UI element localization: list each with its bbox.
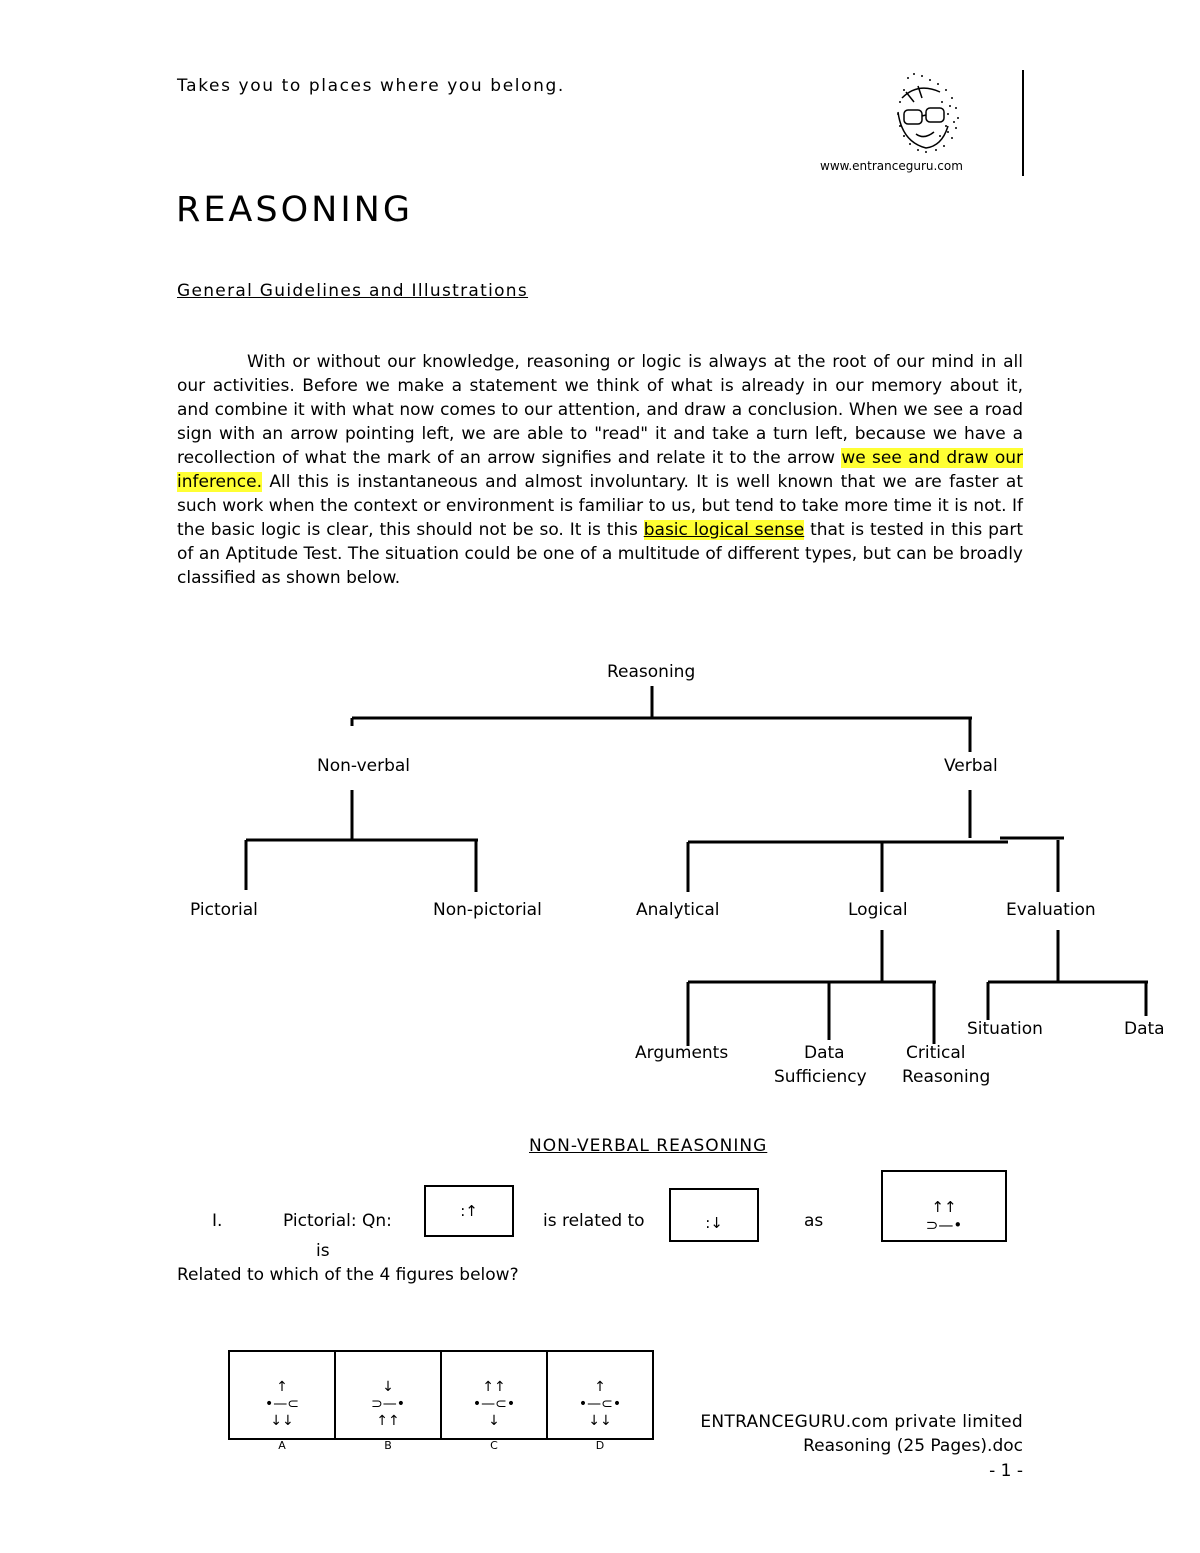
node-verbal: Verbal: [944, 756, 998, 776]
option-c-bottom: ↓: [488, 1413, 500, 1429]
node-reasoning: Reasoning: [607, 662, 696, 682]
figure-box-3-bottom: ⊃—•: [925, 1216, 963, 1234]
option-d-top: ↑: [594, 1379, 606, 1395]
question-label: Pictorial: Qn:: [283, 1211, 392, 1231]
node-pictorial: Pictorial: [190, 900, 258, 920]
option-b-top: ↓: [382, 1379, 394, 1395]
option-a-mid: •—⊂: [265, 1396, 299, 1412]
option-d-mid: •—⊂•: [578, 1396, 622, 1412]
option-c-label: C: [490, 1439, 498, 1452]
option-d-label: D: [595, 1439, 605, 1452]
option-b-bottom: ↑↑: [376, 1413, 400, 1429]
logo-url: www.entranceguru.com: [820, 159, 963, 173]
option-d[interactable]: [548, 1352, 652, 1452]
node-situation: Situation: [967, 1019, 1043, 1039]
answer-options: [228, 1350, 654, 1452]
node-logical: Logical: [848, 900, 908, 920]
figure-box-3-top: ↑↑: [931, 1198, 957, 1216]
option-a-top: ↑: [276, 1379, 288, 1395]
question-number: I.: [212, 1211, 223, 1231]
figure-box-2-symbol: :↓: [705, 1214, 723, 1232]
option-c[interactable]: [442, 1352, 548, 1452]
option-c-mid: •—⊂•: [472, 1396, 516, 1412]
option-b-label: B: [384, 1439, 392, 1452]
highlight-basic-logical-sense: basic logical sense: [643, 520, 805, 540]
option-a-bottom: ↓↓: [270, 1413, 294, 1429]
paragraph-text-3: that is tested in this part of an Aptitude Test. The situation could be one of a multitude of different types, but can be broadly classified as shown below.: [177, 520, 1023, 588]
figure-box-1: [424, 1185, 514, 1237]
footer-doc-name: Reasoning (25 Pages).doc: [803, 1436, 1023, 1456]
option-d-bottom: ↓↓: [588, 1413, 612, 1429]
related-to-text: is related to: [543, 1211, 645, 1231]
figure-box-3: [881, 1170, 1007, 1242]
option-b-mid: ⊃—•: [371, 1396, 405, 1412]
paragraph-text-1: With or without our knowledge, reasoning or logic is always at the root of our mind in all our activities. Before we make a statement we think of what is already in our memory about it, and combine it with what now comes to our attention, and draw a conclusion. When we see a road sign with an arrow pointing left, we are able to "read" it and take a turn left, because we have a recollection of what the mark of an arrow signifies and relate it to the arrow: [177, 352, 1023, 468]
node-data-sufficiency-line1: Data: [804, 1043, 845, 1063]
figure-box-1-symbol: :↑: [460, 1202, 478, 1220]
node-data: Data: [1124, 1019, 1165, 1039]
highlight-inference: we see and draw our inference.: [177, 448, 1023, 492]
option-a-label: A: [278, 1439, 286, 1452]
node-analytical: Analytical: [636, 900, 720, 920]
node-nonverbal: Non-verbal: [317, 756, 411, 776]
page-title: REASONING: [176, 190, 413, 230]
paragraph-text-2: All this is instantaneous and almost involuntary. It is well known that we are faster at such work when the context or environment is familiar to us, but tend to take more time it is not. If the basic logic is clear, this should not be so. It is this: [177, 472, 1023, 540]
footer-page-number: - 1 -: [989, 1461, 1023, 1481]
node-data-sufficiency-line2: Sufficiency: [774, 1067, 867, 1087]
figure-box-2: [669, 1188, 759, 1242]
node-critical-line2: Reasoning: [902, 1067, 991, 1087]
node-nonpictorial: Non-pictorial: [433, 900, 542, 920]
as-text: as: [804, 1211, 824, 1231]
option-c-top: ↑↑: [482, 1379, 506, 1395]
option-a[interactable]: [230, 1352, 336, 1452]
header-tagline: Takes you to places where you belong.: [177, 76, 565, 96]
section-subtitle: General Guidelines and Illustrations: [177, 281, 529, 301]
footer-company: ENTRANCEGURU.com private limited: [700, 1412, 1023, 1432]
is-text: is: [316, 1241, 330, 1261]
node-critical-line1: Critical: [906, 1043, 966, 1063]
option-b[interactable]: [336, 1352, 442, 1452]
node-evaluation: Evaluation: [1006, 900, 1096, 920]
section-heading-nonverbal: NON-VERBAL REASONING: [529, 1136, 768, 1156]
question-text: Related to which of the 4 figures below?: [177, 1265, 519, 1285]
node-arguments: Arguments: [635, 1043, 729, 1063]
